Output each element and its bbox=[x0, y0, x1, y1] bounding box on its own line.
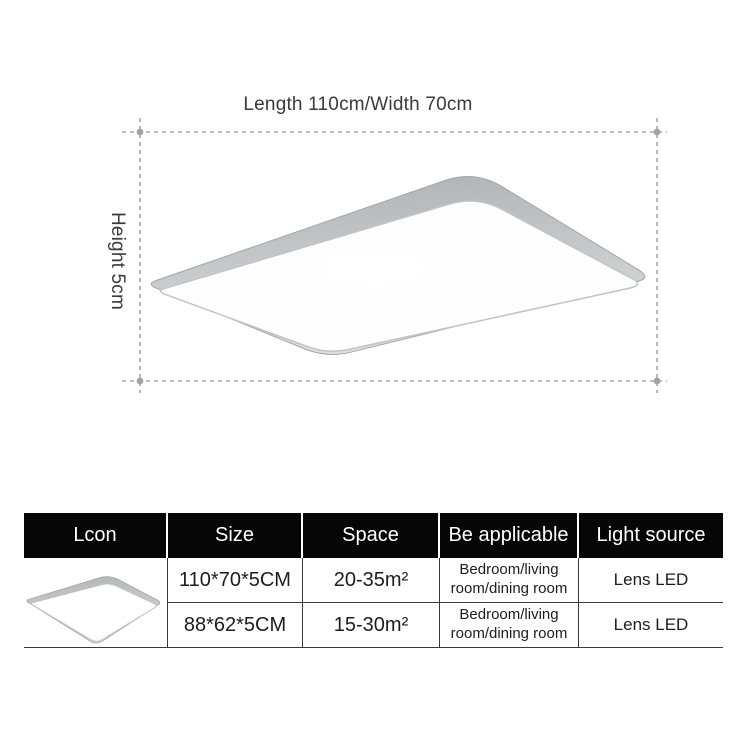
header-space: Space bbox=[303, 513, 440, 558]
table-cell-light-source-row2: Lens LED bbox=[579, 603, 723, 648]
corner-marker-bottom-right bbox=[654, 378, 661, 385]
table-cell-size-row1: 110*70*5CM bbox=[168, 558, 303, 603]
corner-marker-bottom-left bbox=[137, 378, 144, 385]
header-light-source: Light source bbox=[579, 513, 723, 558]
table-cell-space-row1: 20-35m² bbox=[303, 558, 440, 603]
table-cell-light-source-row1: Lens LED bbox=[579, 558, 723, 603]
table-cell-size-row2: 88*62*5CM bbox=[168, 603, 303, 648]
corner-marker-top-left bbox=[137, 129, 144, 136]
header-icon: Lcon bbox=[24, 513, 168, 558]
lamp-diffuser-panel bbox=[161, 201, 638, 351]
length-dimension-label: Length 110cm/Width 70cm bbox=[243, 94, 473, 115]
table-cell-space-row2: 15-30m² bbox=[303, 603, 440, 648]
corner-marker-top-right bbox=[654, 129, 661, 136]
ceiling-lamp-image bbox=[151, 176, 645, 354]
lamp-thumbnail-image bbox=[24, 558, 167, 647]
dimension-lines bbox=[122, 118, 667, 393]
table-cell-applicable-row1: Bedroom/living room/dining room bbox=[440, 558, 579, 603]
table-cell-applicable-row2: Bedroom/living room/dining room bbox=[440, 603, 579, 648]
spec-table bbox=[24, 513, 723, 648]
lamp-frame bbox=[151, 176, 645, 354]
table-cell-icon bbox=[24, 558, 168, 648]
dimension-corner-markers bbox=[137, 129, 661, 385]
header-be-applicable: Be applicable bbox=[440, 513, 579, 558]
height-dimension-label: Height 5cm bbox=[107, 211, 128, 311]
header-size: Size bbox=[168, 513, 303, 558]
